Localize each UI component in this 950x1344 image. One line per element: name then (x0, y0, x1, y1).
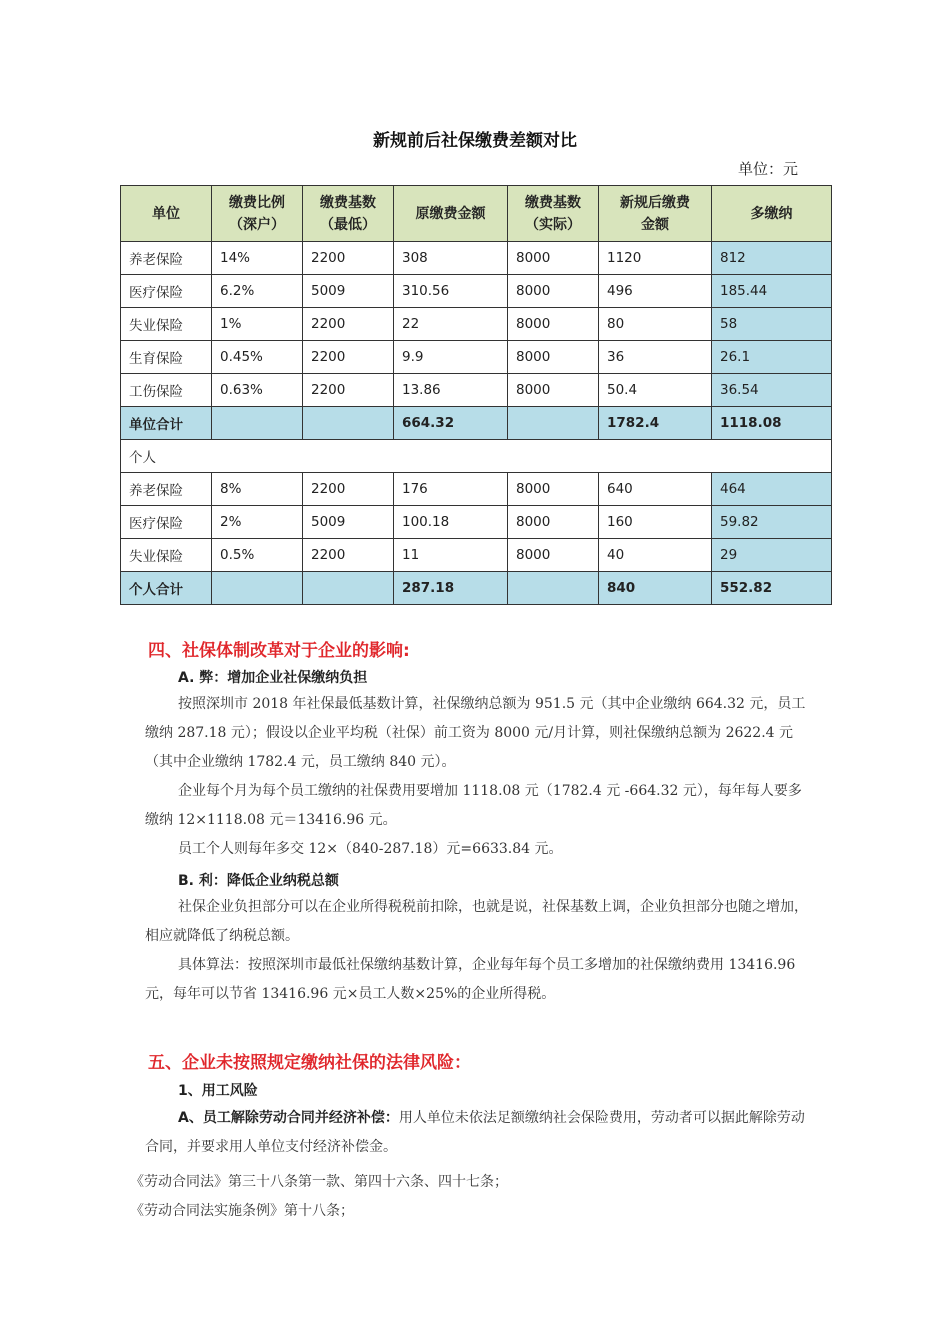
table-cell (212, 572, 303, 605)
table-cell: 8000 (508, 308, 599, 341)
table-cell: 6.2% (212, 275, 303, 308)
table-cell: 8000 (508, 242, 599, 275)
table-row (121, 242, 832, 275)
table-cell: 2200 (303, 341, 394, 374)
table-cell (212, 407, 303, 440)
table-cell: 工伤保险 (121, 374, 212, 407)
table-cell (303, 407, 394, 440)
contribution-table (120, 185, 832, 605)
table-cell: 养老保险 (121, 473, 212, 506)
table-cell: 29 (712, 539, 832, 572)
table-cell: 812 (712, 242, 832, 275)
header-cell (212, 186, 303, 242)
section4-b-title: B. 利：降低企业纳税总额 (178, 873, 339, 889)
section5-paragraph-a (145, 1104, 810, 1162)
table-row (121, 308, 832, 341)
table-cell: 8000 (508, 473, 599, 506)
section4-a-title: A. 弊：增加企业社保缴纳负担 (178, 670, 368, 686)
table-cell: 8000 (508, 275, 599, 308)
table-cell: 664.32 (394, 407, 508, 440)
table-cell: 22 (394, 308, 508, 341)
table-cell: 100.18 (394, 506, 508, 539)
table-cell: 医疗保险 (121, 506, 212, 539)
table-cell: 310.56 (394, 275, 508, 308)
personal-section-label: 个人 (121, 440, 832, 473)
table-row (121, 473, 832, 506)
section4-paragraph-5: 具体算法：按照深圳市最低社保缴纳基数计算，企业每年每个员工多增加的社保缴纳费用 13416.96 元，每年可以节省 13416.96 元×员工人数×25%的企业所得税。 (145, 957, 796, 1002)
table-cell: 1120 (599, 242, 712, 275)
table-cell: 2200 (303, 242, 394, 275)
header-cell-line: 新规后缴费 (620, 194, 690, 211)
header-cell-line: 原缴费金额 (415, 205, 486, 222)
table-cell: 失业保险 (121, 308, 212, 341)
table-cell: 185.44 (712, 275, 832, 308)
table-cell: 2200 (303, 308, 394, 341)
personal-section-row (121, 440, 832, 473)
table-cell: 160 (599, 506, 712, 539)
table-title: 新规前后社保缴费差额对比 (373, 131, 577, 151)
section5-sub1: 1、用工风险 (178, 1083, 258, 1099)
table-cell: 生育保险 (121, 341, 212, 374)
section5-a-text: 用人单位未依法足额缴纳社会保险费用，劳动者可以据此解除劳动合同，并要求用人单位支付经济补偿金。 (145, 1110, 805, 1155)
table-cell: 8000 (508, 539, 599, 572)
table-cell: 8000 (508, 374, 599, 407)
table-cell: 9.9 (394, 341, 508, 374)
table-cell: 0.5% (212, 539, 303, 572)
section5-a-label: A、员工解除劳动合同并经济补偿： (178, 1110, 399, 1126)
table-cell (508, 407, 599, 440)
header-cell-line: 金额 (641, 216, 669, 233)
section4-paragraph-2: 企业每个月为每个员工缴纳的社保费用要增加 1118.08 元（1782.4 元 -664.32 元），每年每人要多缴纳 12×1118.08 元＝13416.96 元。 (145, 783, 802, 828)
header-cell-line: 缴费基数 (320, 194, 376, 211)
table-cell: 个人合计 (121, 572, 212, 605)
section4-heading: 四、社保体制改革对于企业的影响: (148, 641, 410, 661)
table-cell: 2200 (303, 539, 394, 572)
section4-paragraph-4: 社保企业负担部分可以在企业所得税税前扣除，也就是说，社保基数上调，企业负担部分也随之增加，相应就降低了纳税总额。 (145, 899, 808, 944)
table-cell: 2% (212, 506, 303, 539)
header-cell-line: 缴费比例 (229, 194, 285, 211)
table-cell: 1782.4 (599, 407, 712, 440)
table-cell: 11 (394, 539, 508, 572)
table-cell: 单位合计 (121, 407, 212, 440)
table-cell: 医疗保险 (121, 275, 212, 308)
header-cell (508, 186, 599, 242)
table-cell: 40 (599, 539, 712, 572)
table-cell: 840 (599, 572, 712, 605)
header-cell-line: （最低） (320, 216, 376, 233)
table-cell: 8% (212, 473, 303, 506)
law-reference-1: 《劳动合同法》第三十八条第一款、第四十六条、四十七条； (130, 1174, 508, 1190)
table-row (121, 506, 832, 539)
table-cell: 2200 (303, 374, 394, 407)
unit-label: 单位：元 (737, 160, 798, 178)
table-cell: 养老保险 (121, 242, 212, 275)
company-total-row (121, 407, 832, 440)
table-cell: 36.54 (712, 374, 832, 407)
table-cell: 5009 (303, 275, 394, 308)
table-cell: 552.82 (712, 572, 832, 605)
table-cell: 2200 (303, 473, 394, 506)
table-cell: 308 (394, 242, 508, 275)
table-cell: 26.1 (712, 341, 832, 374)
header-cell-line: （实际） (525, 216, 581, 233)
table-cell: 5009 (303, 506, 394, 539)
section4-paragraph-3: 员工个人则每年多交 12×（840-287.18）元=6633.84 元。 (178, 841, 563, 857)
table-cell: 8000 (508, 506, 599, 539)
header-cell-line: 缴费基数 (525, 194, 581, 211)
personal-total-row (121, 572, 832, 605)
table-cell: 50.4 (599, 374, 712, 407)
table-cell: 1118.08 (712, 407, 832, 440)
header-cell-line: 单位 (152, 205, 180, 222)
law-reference-2: 《劳动合同法实施条例》第十八条； (130, 1203, 354, 1219)
section5-heading: 五、企业未按照规定缴纳社保的法律风险： (148, 1053, 471, 1073)
table-cell: 失业保险 (121, 539, 212, 572)
header-cell-line: 多缴纳 (750, 205, 793, 222)
table-cell: 496 (599, 275, 712, 308)
header-cell (712, 186, 832, 242)
table-cell: 1% (212, 308, 303, 341)
table-header-row (121, 186, 832, 242)
table-cell: 176 (394, 473, 508, 506)
table-cell (508, 572, 599, 605)
table-cell: 287.18 (394, 572, 508, 605)
header-cell (599, 186, 712, 242)
table-row (121, 539, 832, 572)
table-cell: 14% (212, 242, 303, 275)
section4-paragraph-1: 按照深圳市 2018 年社保最低基数计算，社保缴纳总额为 951.5 元（其中企业缴纳 664.32 元，员工缴纳 287.18 元）；假设以企业平均税（社保）前工资为 8000 元/月计算，则社保缴纳总额为 2622.4 元（其中企业缴纳 1782.4 元，员工缴纳 840 元）。 (145, 696, 806, 770)
header-cell (394, 186, 508, 242)
table-cell: 640 (599, 473, 712, 506)
table-row (121, 275, 832, 308)
header-cell-line: （深户） (229, 216, 285, 233)
table-cell: 13.86 (394, 374, 508, 407)
table-cell: 36 (599, 341, 712, 374)
table-cell: 0.45% (212, 341, 303, 374)
table-cell: 58 (712, 308, 832, 341)
table-row (121, 374, 832, 407)
table-cell (303, 572, 394, 605)
table-cell: 0.63% (212, 374, 303, 407)
table-cell: 59.82 (712, 506, 832, 539)
header-cell (303, 186, 394, 242)
table-cell: 464 (712, 473, 832, 506)
table-row (121, 341, 832, 374)
table-cell: 8000 (508, 341, 599, 374)
header-cell (121, 186, 212, 242)
table-cell: 80 (599, 308, 712, 341)
